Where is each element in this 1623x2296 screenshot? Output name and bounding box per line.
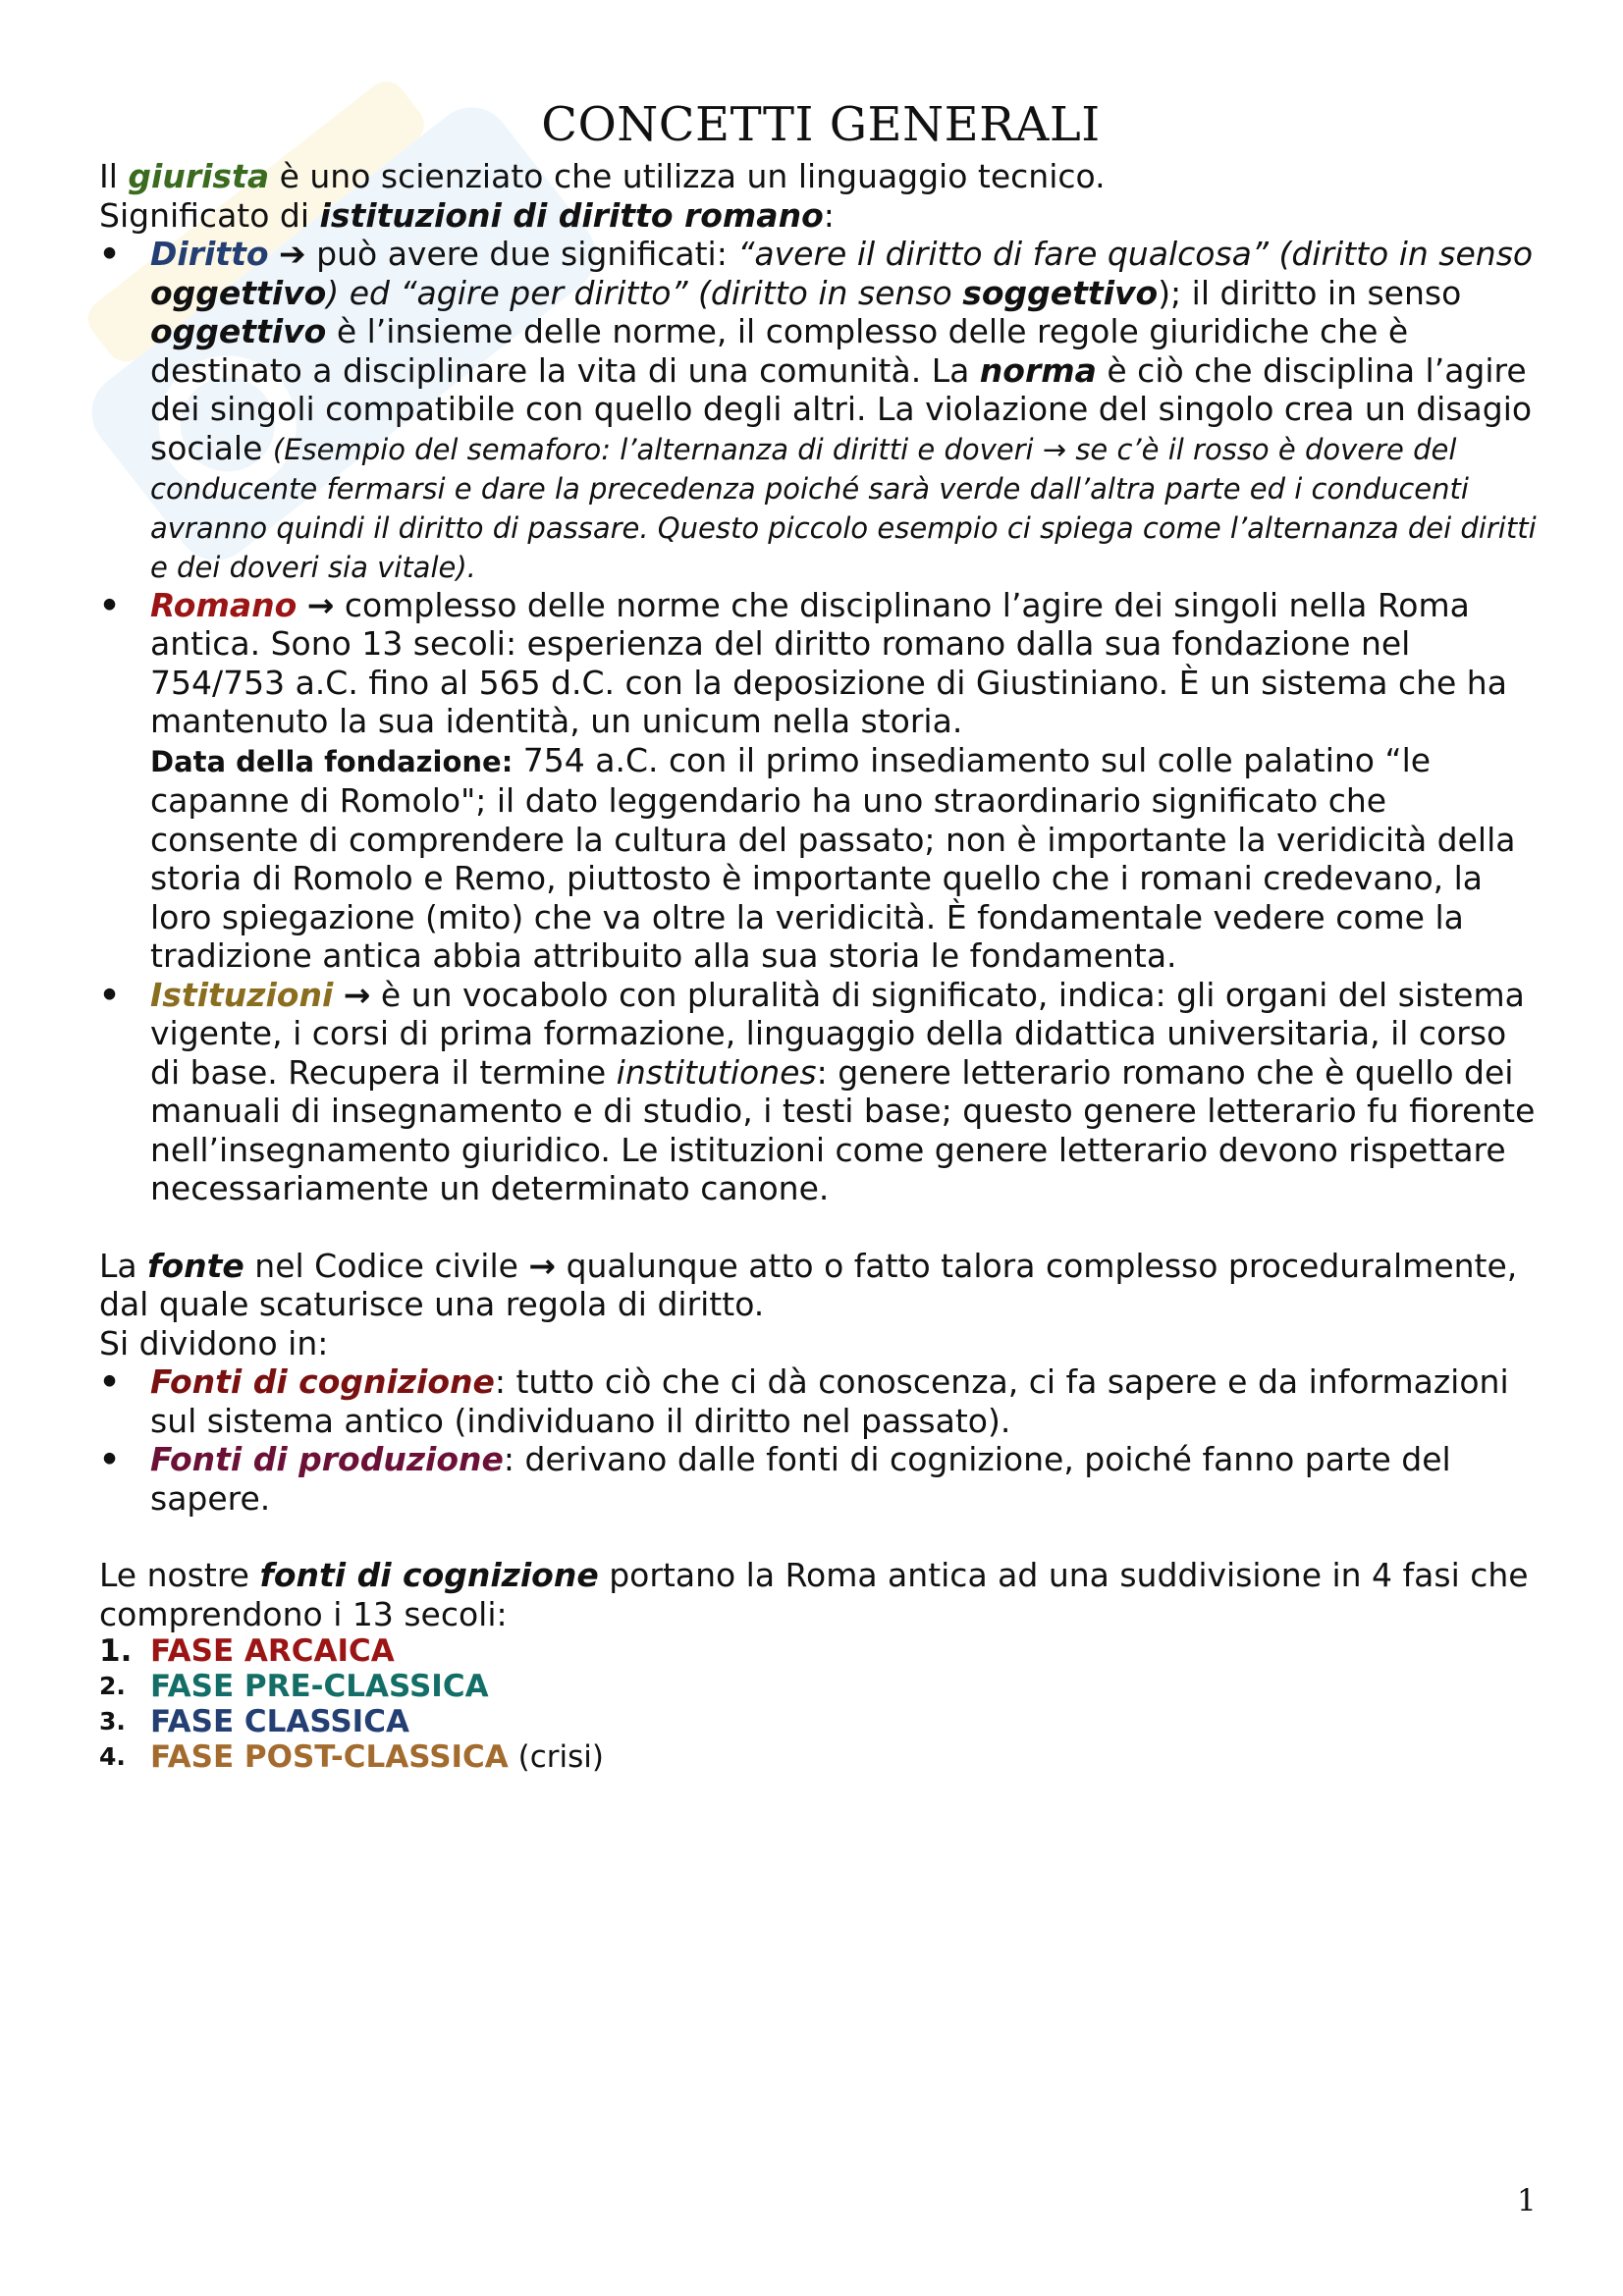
term-istituzioni-diritto-romano: istituzioni di diritto romano [319, 195, 824, 235]
semaforo-example: (Esempio del semaforo: l’alternanza di diritti e doveri → se c’è il rosso è dovere del conducente fermarsi e dare la precedenza poiché sarà verde dall’altra parte ed i conducenti avranno quindi il diritto di passare. Questo piccolo esempio ci spiega come l’alternanza dei diritti e dei doveri sia vitale). [150, 432, 1537, 584]
arrow-icon: → [343, 975, 371, 1014]
phase-item: 1. FASE ARCAICA [99, 1633, 395, 1669]
term-istituzioni: Istituzioni [150, 975, 334, 1014]
phase-label: FASE POST-CLASSICA [150, 1739, 509, 1775]
fasi-intro-paragraph: Le nostre fonti di cognizione portano la Roma antica ad una suddivisione in 4 fasi che comprendono i 13 secoli: [99, 1556, 1529, 1633]
definitions-list [99, 235, 1542, 1208]
term-norma: norma [979, 350, 1097, 390]
term-giurista: giurista [128, 157, 270, 195]
phase-label: FASE ARCAICA [150, 1633, 395, 1669]
intro-line-giurista: Il giurista è uno scienziato che utilizza un linguaggio tecnico. [99, 157, 1106, 195]
phases-list [99, 1633, 1542, 1775]
document-body [99, 96, 1542, 1775]
term-diritto: Diritto [150, 235, 269, 273]
list-item-fonti-cognizione: • Fonti di cognizione: tutto ciò che ci dà conoscenza, ci fa sapere e da informazioni sul sistema antico (individuano il diritto nel passato). [99, 1362, 1542, 1440]
phase-item: 3. FASE CLASSICA [99, 1704, 409, 1739]
phase-item: 4. FASE POST-CLASSICA (crisi) [99, 1739, 605, 1775]
fonte-paragraph: La fonte nel Codice civile → qualunque atto o fatto talora complesso proceduralmente, dal quale scaturisce una regola di diritto. [99, 1246, 1518, 1323]
phase-label: FASE CLASSICA [150, 1704, 409, 1739]
si-dividono-line: Si dividono in: [99, 1323, 329, 1362]
page-number: 1 [1517, 2183, 1537, 2218]
phase-item: 2. FASE PRE-CLASSICA [99, 1669, 489, 1704]
list-item-istituzioni: • Istituzioni → è un vocabolo con pluralità di significato, indica: gli organi del sistema vigente, i corsi di prima formazione, linguaggio della didattica universitaria, il corso di base. Recupera il termine institutiones: genere letterario romano che è quello dei manuali di insegnamento e di studio, i testi base; questo genere letterario fu fiorente nell’insegnamento giuridico. Le istituzioni come genere letterario devono rispettare necessariamente un determinato canone. [99, 976, 1542, 1208]
phase-label: FASE PRE-CLASSICA [150, 1669, 489, 1704]
intro-line-significato: Significato di istituzioni di diritto romano: [99, 195, 835, 235]
list-item-fonti-produzione: • Fonti di produzione: derivano dalle fonti di cognizione, poiché fanno parte del sapere. [99, 1440, 1542, 1518]
arrow-icon: → [528, 1246, 557, 1285]
page-title: CONCETTI GENERALI [541, 97, 1101, 152]
list-item-diritto: • Diritto ➔ può avere due significati: “avere il diritto di fare qualcosa” (diritto in senso oggettivo) ed “agire per diritto” (diritto in senso soggettivo); il diritto in senso oggettivo è l’insieme delle norme, il complesso delle regole giuridiche che è destinato a disciplinare la vita di una comunità. La norma è ciò che disciplina l’agire dei singoli compatibile con quello degli altri. La violazione del singolo crea un disagio sociale (Esempio del semaforo: l’alternanza di diritti e doveri → se c’è il rosso è dovere del conducente fermarsi e dare la precedenza poiché sarà verde dall’altra parte ed i conducenti avranno quindi il diritto di passare. Questo piccolo esempio ci spiega come l’alternanza dei diritti e dei doveri sia vitale). [99, 235, 1542, 586]
term-fonti-di-cognizione: fonti di cognizione [259, 1556, 599, 1594]
list-item-romano: • Romano → complesso delle norme che disciplinano l’agire dei singoli nella Roma antica. Sono 13 secoli: esperienza del diritto romano dalla sua fondazione nel 754/753 a.C. fino al 565 d.C. con la deposizione di Giustiniano. È un sistema che ha mantenuto la sua identità, un unicum nella storia. Data della fondazione: 754 a.C. con il primo insediamento sul colle palatino “le capanne di Romolo"; il dato leggendario ha uno straordinario significato che consente di comprendere la cultura del passato; non è importante la veridicità della storia di Romolo e Remo, piuttosto è importante quello che i romani credevano, la loro spiegazione (mito) che va oltre la veridicità. È fondamentale vedere come la tradizione antica abbia attribuito alla sua storia le fondamenta. [99, 586, 1542, 976]
term-fonte: fonte [147, 1246, 244, 1285]
arrow-icon: → [306, 585, 335, 624]
arrow-icon: ➔ [279, 235, 306, 273]
fonti-list [99, 1362, 1542, 1518]
data-fondazione-label: Data della fondazione: [150, 744, 514, 778]
term-romano: Romano [150, 585, 298, 624]
